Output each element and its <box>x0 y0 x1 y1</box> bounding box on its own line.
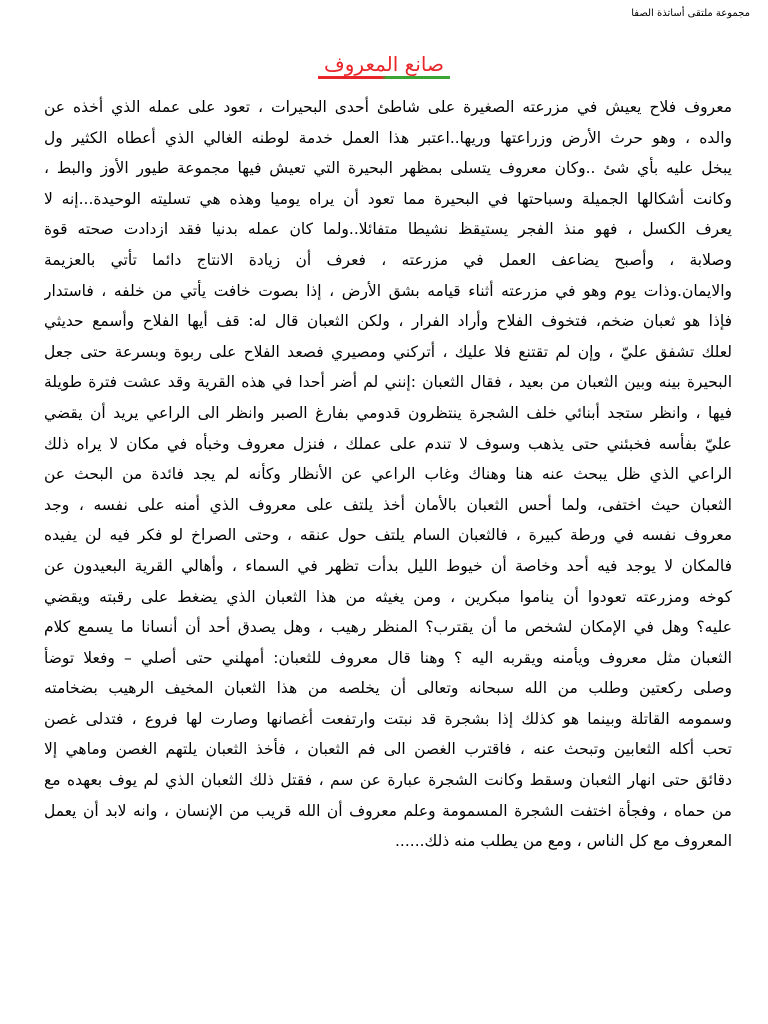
story-line: دقائق حتى انهار الثعبان وسقط وكانت الشجرة عبارة عن سم ، فقتل ذلك الثعبان الذي لم يوف بعهده مع <box>44 771 732 790</box>
title-container <box>0 52 768 79</box>
story-line: يبخل عليه بأي شئ ..وكان معروف يتسلى بمظهر البحيرة التي تعيش فيها مجموعة طيور الأوز والبط ، <box>44 159 732 178</box>
story-body <box>44 92 732 857</box>
story-line: لعلك تشفق عليّ ، وإن لم تقتنع فلا عليك ، أتركني ومصيري فصعد الفلاح على ربوة وبسرعة حتى جعل <box>44 342 732 361</box>
story-line: الثعبان مثل معروف ويأمنه ويقربه اليه ؟ وهنا قال معروف للثعبان: أمهلني حتى أصلي – وفعلا توضأ <box>44 648 732 667</box>
story-title: صانع المعروف <box>318 52 450 79</box>
story-line: الراعي الذي ظل يبحث عنه هنا وهناك وغاب الراعي عن الأنظار وكأنه لم يجد فائدة من البحث عن <box>44 465 732 484</box>
story-line: عليه؟ وهل في الإمكان لشخص ما أن يقترب؟ المنظر رهيب ، وهل يصدق أحد أن أنسانا ما يسمع كلام <box>44 618 732 637</box>
story-line: عليّ بفأسه فخبئني حتى يذهب وسوف لا تندم على عملك ، فنزل معروف وخبأه في مكان لا يراه ذلك <box>44 434 732 453</box>
story-line: فيها ، وانظر ستجد أبنائي خلف الشجرة ينتظرون قدومي بفارغ الصبر وانظر الى الراعي يريد أن يقضي <box>44 403 732 422</box>
story-line: والايمان.وذات يوم وهو في مزرعته أثناء قيامه بشق الأرض ، إذا بصوت خافت يأتي من خلفه ، فاستدار <box>44 281 732 300</box>
story-line-last: المعروف مع كل الناس ، ومع من يطلب منه ذلك...... <box>395 832 732 851</box>
story-line: فإذا هو ثعبان ضخم، فتخوف الفلاح وأراد الفرار ، ولكن الثعبان قال له: قف أيها الفلاح وأسمع حديثي <box>44 312 732 331</box>
story-line: والده ، وهو حرث الأرض وزراعتها وريها..اعتبر هذا العمل خدمة لوطنه الغالي الذي أعطاه الكثير ول <box>44 128 732 147</box>
story-line: وصلى ركعتين وطلب من الله سبحانه وتعالى أن يخلصه من هذا الثعبان المخيف الرهيب بضخامته <box>44 679 732 698</box>
story-line: وكانت أشكالها الجميلة وسباحتها في البحيرة مما تعود أن يراه يوميا وهذه هي تسليته الوحيدة...إنه لا <box>44 189 732 208</box>
story-line: كوخه ومزرعته تعودوا أن يناموا مبكرين ، ومن يغيثه من هذا الثعبان الذي يضغط على رقبته ويقضي <box>44 587 732 606</box>
story-line: الثعبان حيث اختفى، ولما أحس الثعبان بالأمان أخذ يلتف على معروف الذي أمنه على نفسه ، وجد <box>44 495 732 514</box>
header-note: مجموعة ملتقى أساتذة الصفا <box>631 8 750 19</box>
story-line: معروف فلاح يعيش في مزرعته الصغيرة على شاطئ أحدى البحيرات ، تعود على عمله الذي أخذه عن <box>44 98 732 116</box>
story-line: من حماه ، وفجأة اختفت الشجرة المسمومة وعلم معروف أن الله قريب من الإنسان ، وانه لابد أن يعمل <box>44 801 732 820</box>
story-line: معروف نفسه في ورطة كبيرة ، فالثعبان السام يلتف حول عنقه ، وحتى الصراخ لو فكر فيه لن يفيده <box>44 526 732 545</box>
story-line: وصلابة ، وأصبح يضاعف العمل في مزرعته ، فعرف أن زيادة الانتاج دائما تأتي بالعزيمة <box>44 250 732 269</box>
story-line: وسمومه القاتلة وبينما هو كذلك إذا بشجرة قد نبتت وارتفعت أغصانها وصارت لها فروع ، فتدلى غصن <box>44 709 732 728</box>
story-line: تحب أكله الثعابين وتبحث عنه ، فاقترب الغصن الى فم الثعبان ، فأخذ الثعبان يلتهم الغصن وماهي إلا <box>44 740 732 759</box>
story-line: يعرف الكسل ، فهو منذ الفجر يستيقظ نشيطا متفائلا..ولما كان عمله بدنيا فقد ازدادت صحته قوة <box>44 220 732 239</box>
story-line: البحيرة بينه وبين الثعبان من بعيد ، فقال الثعبان :إنني لم أضر أحدا في هذه القرية وقد عشت فترة طويلة <box>44 373 732 392</box>
story-line: فالمكان لا يوجد فيه أحد وخاصة أن خيوط الليل بدأت تظهر في السماء ، وأهالي القرية البعيدون عن <box>44 556 732 575</box>
